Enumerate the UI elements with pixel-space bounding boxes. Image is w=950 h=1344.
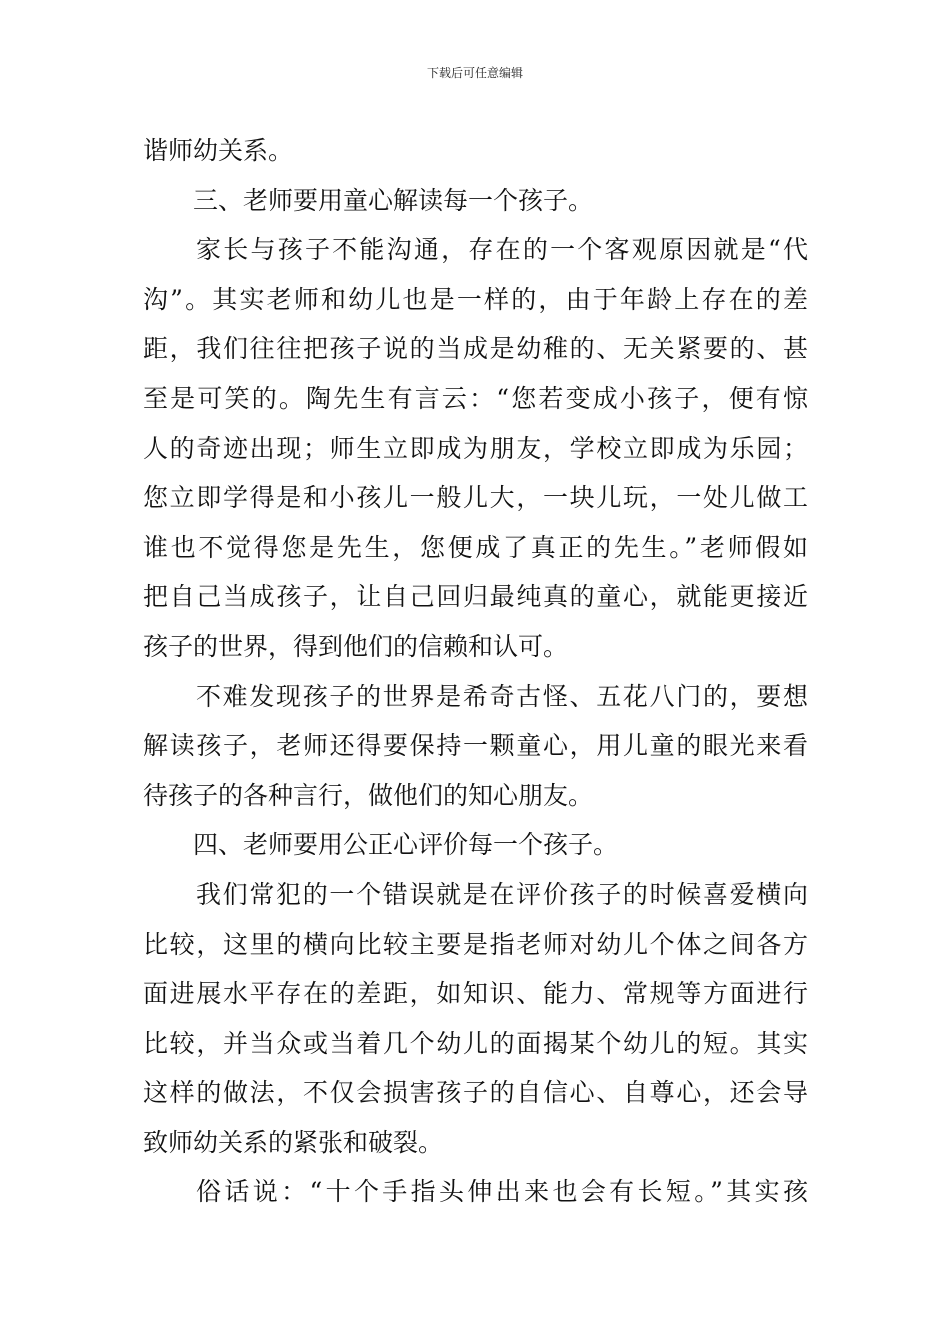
section-heading: 三、老师要用童心解读每一个孩子。 — [193, 185, 594, 215]
paragraph-line: 我们常犯的一个错误就是在评价孩子的时候喜爱横向 — [196, 879, 808, 909]
paragraph-line: 沟”。其实老师和幼儿也是一样的，由于年龄上存在的差 — [143, 284, 808, 314]
paragraph-line: 致师幼关系的紧张和破裂。 — [143, 1127, 444, 1157]
paragraph-line: 不难发现孩子的世界是希奇古怪、五花八门的，要想 — [196, 681, 808, 711]
paragraph-line: 把自己当成孩子，让自己回归最纯真的童心，就能更接近 — [143, 582, 808, 612]
paragraph-line: 面进展水平存在的差距，如知识、能力、常规等方面进行 — [143, 979, 808, 1009]
paragraph-line: 比较，并当众或当着几个幼儿的面揭某个幼儿的短。其实 — [143, 1028, 808, 1058]
paragraph-line: 谐师幼关系。 — [143, 136, 294, 165]
paragraph-line: 人的奇迹出现；师生立即成为朋友，学校立即成为乐园； — [143, 433, 808, 463]
paragraph-line: 解读孩子，老师还得要保持一颗童心，用儿童的眼光来看 — [143, 731, 808, 761]
paragraph-line: 家长与孩子不能沟通，存在的一个客观原因就是“代 — [196, 235, 808, 265]
paragraph-line: 距，我们往往把孩子说的当成是幼稚的、无关紧要的、甚 — [143, 334, 808, 364]
paragraph-line: 待孩子的各种言行，做他们的知心朋友。 — [143, 780, 594, 810]
paragraph-line: 孩子的世界，得到他们的信赖和认可。 — [143, 631, 569, 661]
paragraph-line: 谁也不觉得您是先生，您便成了真正的先生。”老师假如 — [143, 532, 808, 562]
section-heading: 四、老师要用公正心评价每一个孩子。 — [193, 830, 619, 860]
document-body — [143, 126, 808, 1217]
paragraph-line: 比较，这里的横向比较主要是指老师对幼儿个体之间各方 — [143, 929, 808, 959]
page-header: 下载后可任意编辑 — [426, 66, 523, 80]
paragraph-line: 您立即学得是和小孩儿一般儿大，一块儿玩，一处儿做工 — [143, 483, 808, 513]
paragraph-line: 至是可笑的。陶先生有言云：“您若变成小孩子，便有惊 — [143, 383, 808, 413]
paragraph-line: 俗话说：“十个手指头伸出来也会有长短。”其实孩 — [196, 1177, 808, 1207]
paragraph-line: 这样的做法，不仅会损害孩子的自信心、自尊心，还会导 — [143, 1078, 808, 1108]
